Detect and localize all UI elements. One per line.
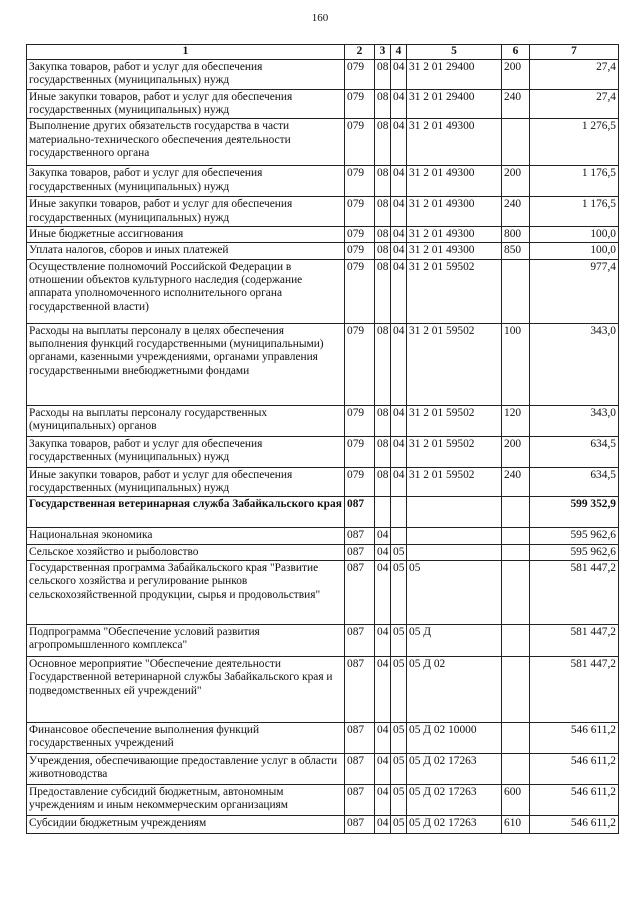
cell-name: Иные закупки товаров, работ и услуг для обеспечения государственных (муниципальных) нужд xyxy=(27,197,345,227)
cell-name: Подпрограмма "Обеспечение условий развития агропромышленного комплекса" xyxy=(27,625,345,657)
cell-csr: 05 Д 02 17263 xyxy=(407,785,502,816)
cell-vr: 240 xyxy=(502,89,530,119)
cell-grbs: 079 xyxy=(345,436,375,467)
cell-name: Осуществление полномочий Российской Федерации в отношении объектов культурного наследия (содержание аппарата уполномоченного исполнительного органа государственной власти) xyxy=(27,259,345,323)
cell-grbs: 079 xyxy=(345,259,375,323)
cell-vr xyxy=(502,723,530,754)
cell-pr: 04 xyxy=(391,243,407,259)
cell-sum: 1 176,5 xyxy=(530,166,619,197)
cell-csr: 05 Д 02 10000 xyxy=(407,723,502,754)
cell-grbs: 087 xyxy=(345,754,375,785)
cell-sum: 27,4 xyxy=(530,60,619,90)
cell-grbs: 079 xyxy=(345,243,375,259)
cell-csr: 05 Д xyxy=(407,625,502,657)
cell-vr: 240 xyxy=(502,197,530,227)
cell-name: Расходы на выплаты персоналу в целях обеспечения выполнения функций государственными (муниципальными) органами, казенными учреждениями, органами управления государственными внебюджетными фондами xyxy=(27,323,345,405)
cell-sum: 546 611,2 xyxy=(530,785,619,816)
cell-rz: 08 xyxy=(375,259,391,323)
cell-sum: 977,4 xyxy=(530,259,619,323)
cell-grbs: 079 xyxy=(345,197,375,227)
cell-name: Основное мероприятие "Обеспечение деятельности Государственной ветеринарной службы Забайкальского края и подведомственных ей учреждений" xyxy=(27,657,345,723)
cell-grbs: 087 xyxy=(345,723,375,754)
cell-pr: 04 xyxy=(391,436,407,467)
cell-pr: 05 xyxy=(391,754,407,785)
cell-csr xyxy=(407,497,502,528)
header-col-4: 4 xyxy=(391,45,407,60)
cell-name: Расходы на выплаты персоналу государственных (муниципальных) органов xyxy=(27,405,345,436)
cell-sum: 581 447,2 xyxy=(530,625,619,657)
cell-name: Закупка товаров, работ и услуг для обеспечения государственных (муниципальных) нужд xyxy=(27,60,345,90)
cell-pr: 04 xyxy=(391,60,407,90)
cell-pr: 05 xyxy=(391,657,407,723)
cell-csr: 05 xyxy=(407,561,502,625)
cell-pr: 04 xyxy=(391,405,407,436)
cell-vr: 200 xyxy=(502,60,530,90)
cell-pr: 04 xyxy=(391,89,407,119)
cell-rz: 08 xyxy=(375,166,391,197)
cell-name: Финансовое обеспечение выполнения функций государственных учреждений xyxy=(27,723,345,754)
cell-sum: 634,5 xyxy=(530,467,619,497)
cell-pr: 04 xyxy=(391,259,407,323)
cell-vr: 100 xyxy=(502,323,530,405)
cell-grbs: 087 xyxy=(345,497,375,528)
cell-vr: 120 xyxy=(502,405,530,436)
cell-rz: 04 xyxy=(375,561,391,625)
cell-csr: 31 2 01 59502 xyxy=(407,259,502,323)
cell-sum: 546 611,2 xyxy=(530,723,619,754)
cell-csr: 31 2 01 29400 xyxy=(407,60,502,90)
cell-name: Иные закупки товаров, работ и услуг для обеспечения государственных (муниципальных) нужд xyxy=(27,467,345,497)
header-col-2: 2 xyxy=(345,45,375,60)
header-col-1: 1 xyxy=(27,45,345,60)
table-row xyxy=(27,119,619,166)
cell-rz: 08 xyxy=(375,405,391,436)
cell-csr xyxy=(407,528,502,544)
table-row xyxy=(27,243,619,259)
cell-sum: 100,0 xyxy=(530,243,619,259)
cell-rz: 04 xyxy=(375,625,391,657)
cell-pr: 04 xyxy=(391,323,407,405)
cell-vr: 800 xyxy=(502,227,530,243)
cell-name: Учреждения, обеспечивающие предоставление услуг в области животноводства xyxy=(27,754,345,785)
cell-sum: 595 962,6 xyxy=(530,544,619,560)
cell-pr: 05 xyxy=(391,625,407,657)
cell-sum: 1 276,5 xyxy=(530,119,619,166)
cell-pr: 05 xyxy=(391,561,407,625)
cell-grbs: 079 xyxy=(345,323,375,405)
cell-rz: 08 xyxy=(375,197,391,227)
cell-grbs: 087 xyxy=(345,657,375,723)
cell-csr xyxy=(407,544,502,560)
cell-grbs: 087 xyxy=(345,625,375,657)
cell-grbs: 079 xyxy=(345,119,375,166)
cell-csr: 31 2 01 59502 xyxy=(407,436,502,467)
cell-rz: 08 xyxy=(375,436,391,467)
cell-grbs: 079 xyxy=(345,60,375,90)
cell-vr xyxy=(502,544,530,560)
cell-csr: 05 Д 02 17263 xyxy=(407,754,502,785)
cell-csr: 05 Д 02 xyxy=(407,657,502,723)
cell-name: Сельское хозяйство и рыболовство xyxy=(27,544,345,560)
cell-pr: 05 xyxy=(391,544,407,560)
cell-vr: 200 xyxy=(502,436,530,467)
table-row xyxy=(27,497,619,528)
table-row xyxy=(27,816,619,834)
cell-vr: 610 xyxy=(502,816,530,834)
cell-pr: 05 xyxy=(391,723,407,754)
cell-pr: 04 xyxy=(391,467,407,497)
table-body xyxy=(27,60,619,834)
cell-vr xyxy=(502,754,530,785)
cell-grbs: 087 xyxy=(345,544,375,560)
header-col-3: 3 xyxy=(375,45,391,60)
cell-sum: 546 611,2 xyxy=(530,754,619,785)
cell-sum: 634,5 xyxy=(530,436,619,467)
cell-name: Предоставление субсидий бюджетным, автономным учреждениям и иным некоммерческим организациям xyxy=(27,785,345,816)
cell-grbs: 079 xyxy=(345,467,375,497)
table-row xyxy=(27,405,619,436)
cell-vr xyxy=(502,528,530,544)
cell-rz: 04 xyxy=(375,657,391,723)
cell-sum: 1 176,5 xyxy=(530,197,619,227)
cell-rz: 08 xyxy=(375,227,391,243)
cell-vr xyxy=(502,497,530,528)
cell-csr: 31 2 01 59502 xyxy=(407,467,502,497)
cell-sum: 27,4 xyxy=(530,89,619,119)
table-row xyxy=(27,544,619,560)
budget-table xyxy=(26,44,619,834)
cell-pr xyxy=(391,528,407,544)
table-row xyxy=(27,467,619,497)
cell-csr: 05 Д 02 17263 xyxy=(407,816,502,834)
cell-csr: 31 2 01 49300 xyxy=(407,243,502,259)
table-row xyxy=(27,625,619,657)
cell-name: Закупка товаров, работ и услуг для обеспечения государственных (муниципальных) нужд xyxy=(27,166,345,197)
cell-rz: 04 xyxy=(375,785,391,816)
cell-csr: 31 2 01 59502 xyxy=(407,323,502,405)
cell-pr: 04 xyxy=(391,197,407,227)
cell-grbs: 087 xyxy=(345,528,375,544)
cell-rz: 08 xyxy=(375,119,391,166)
cell-vr xyxy=(502,259,530,323)
cell-sum: 581 447,2 xyxy=(530,561,619,625)
table-row xyxy=(27,561,619,625)
cell-rz: 04 xyxy=(375,544,391,560)
cell-name: Закупка товаров, работ и услуг для обеспечения государственных (муниципальных) нужд xyxy=(27,436,345,467)
cell-csr: 31 2 01 49300 xyxy=(407,227,502,243)
table-row xyxy=(27,227,619,243)
cell-rz: 04 xyxy=(375,816,391,834)
cell-rz: 04 xyxy=(375,723,391,754)
cell-name: Выполнение других обязательств государства в части материально-технического обеспечения деятельности государственного органа xyxy=(27,119,345,166)
cell-sum: 546 611,2 xyxy=(530,816,619,834)
cell-vr: 850 xyxy=(502,243,530,259)
header-col-5: 5 xyxy=(407,45,502,60)
cell-sum: 581 447,2 xyxy=(530,657,619,723)
cell-vr xyxy=(502,119,530,166)
table-row xyxy=(27,259,619,323)
cell-grbs: 087 xyxy=(345,561,375,625)
cell-vr: 600 xyxy=(502,785,530,816)
cell-pr: 04 xyxy=(391,166,407,197)
table-row xyxy=(27,197,619,227)
table-row xyxy=(27,89,619,119)
page-number: 160 xyxy=(311,12,329,24)
cell-name: Субсидии бюджетным учреждениям xyxy=(27,816,345,834)
table-header-row xyxy=(27,45,619,60)
cell-name: Иные бюджетные ассигнования xyxy=(27,227,345,243)
cell-name: Государственная программа Забайкальского края "Развитие сельского хозяйства и регулирование рынков сельскохозяйственной продукции, сырья и продовольствия" xyxy=(27,561,345,625)
cell-rz: 08 xyxy=(375,60,391,90)
cell-rz: 08 xyxy=(375,243,391,259)
cell-rz: 08 xyxy=(375,323,391,405)
cell-csr: 31 2 01 49300 xyxy=(407,166,502,197)
cell-rz: 04 xyxy=(375,528,391,544)
cell-grbs: 087 xyxy=(345,816,375,834)
header-col-6: 6 xyxy=(502,45,530,60)
header-col-7: 7 xyxy=(530,45,619,60)
cell-name: Иные закупки товаров, работ и услуг для обеспечения государственных (муниципальных) нужд xyxy=(27,89,345,119)
cell-sum: 599 352,9 xyxy=(530,497,619,528)
table-row xyxy=(27,754,619,785)
table-row xyxy=(27,528,619,544)
cell-vr xyxy=(502,657,530,723)
table-row xyxy=(27,436,619,467)
cell-vr xyxy=(502,625,530,657)
cell-rz xyxy=(375,497,391,528)
cell-pr: 05 xyxy=(391,816,407,834)
cell-vr xyxy=(502,561,530,625)
table-row xyxy=(27,166,619,197)
table-row xyxy=(27,785,619,816)
cell-csr: 31 2 01 49300 xyxy=(407,119,502,166)
cell-csr: 31 2 01 59502 xyxy=(407,405,502,436)
cell-csr: 31 2 01 49300 xyxy=(407,197,502,227)
cell-pr: 05 xyxy=(391,785,407,816)
cell-grbs: 079 xyxy=(345,89,375,119)
cell-sum: 595 962,6 xyxy=(530,528,619,544)
cell-sum: 343,0 xyxy=(530,323,619,405)
cell-rz: 04 xyxy=(375,754,391,785)
table-row xyxy=(27,60,619,90)
cell-pr: 04 xyxy=(391,119,407,166)
table-row xyxy=(27,723,619,754)
cell-grbs: 079 xyxy=(345,227,375,243)
cell-name: Национальная экономика xyxy=(27,528,345,544)
cell-sum: 343,0 xyxy=(530,405,619,436)
cell-rz: 08 xyxy=(375,467,391,497)
cell-pr: 04 xyxy=(391,227,407,243)
cell-grbs: 087 xyxy=(345,785,375,816)
table-row xyxy=(27,657,619,723)
cell-vr: 240 xyxy=(502,467,530,497)
cell-sum: 100,0 xyxy=(530,227,619,243)
cell-grbs: 079 xyxy=(345,166,375,197)
cell-vr: 200 xyxy=(502,166,530,197)
cell-pr xyxy=(391,497,407,528)
table-row xyxy=(27,323,619,405)
cell-name: Государственная ветеринарная служба Забайкальского края xyxy=(27,497,345,528)
cell-rz: 08 xyxy=(375,89,391,119)
cell-name: Уплата налогов, сборов и иных платежей xyxy=(27,243,345,259)
cell-grbs: 079 xyxy=(345,405,375,436)
cell-csr: 31 2 01 29400 xyxy=(407,89,502,119)
